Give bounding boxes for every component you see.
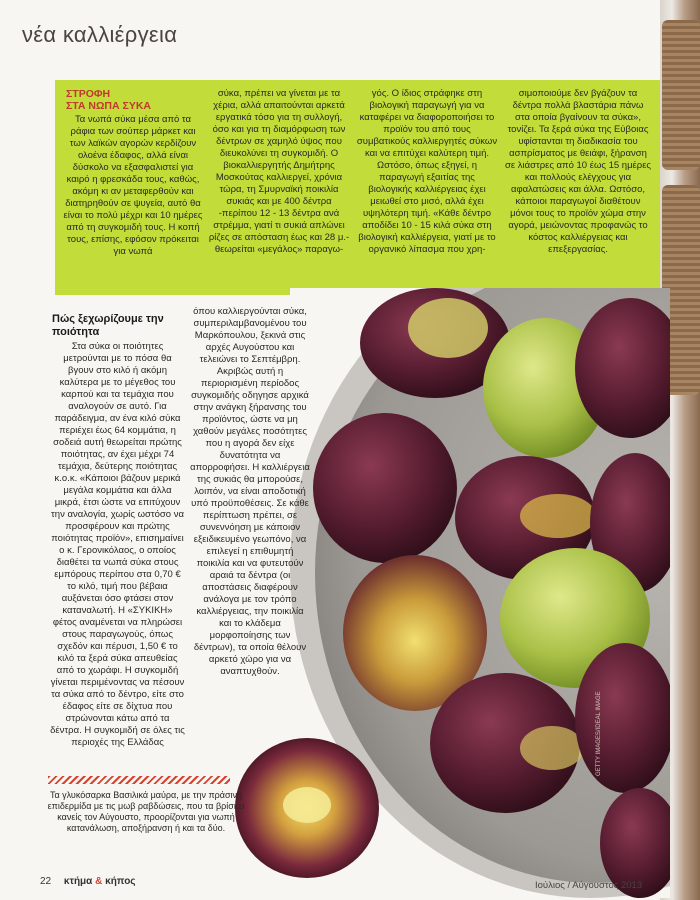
magazine-brand [64, 876, 136, 887]
halved-fig-illustration [232, 730, 382, 880]
issue-date: Ιούλιος / Αύγουστος 2013 [535, 880, 643, 891]
footer-left [40, 876, 136, 887]
box-heading-line1: ΣΤΡΟΦΗ [66, 88, 111, 100]
section-title: νέα καλλιέργεια [22, 22, 178, 47]
page-number: 22 [40, 876, 52, 887]
article-column-middle: όπου καλλιεργούνται σύκα, συμπεριλαμβανομένου του Μαρκόπουλου, ξεκινά στις αρχές Αυγούστου και τελειώνει το Σεπτέμβρη. Ακριβώς αυτή η περιορισμένη περίοδος συγκομιδής οδηγησε αρχικά στην ανάγκη ξήρανσης του προϊόντος, ώστε να μη χαθούν μεγάλες ποσότητες που η αγορά δεν είχε δυνατότητα να απορροφήσει. Η καλλιέργεια της συκιάς θα μπορούσε, λοιπόν, να είναι αποδοτική υπό προϋποθέσεις. Σε κάθε περίπτωση πρέπει, σε συνεννόηση με κάποιον εξειδικευμένο γεωπόνο, να επιλεγεί η επιθυμητή ποικιλία και να φυτευτούν αραιά τα δέντρα (οι αποστάσεις διαφέρουν ανάλογα με τον τρόπο καλλιέργειας, την ποικιλία και το κλάδεμα μορφοποίησης των δέντρων), τα οποία θέλουν αρκετό χώρο για να αναπτυχθούν. [190, 306, 310, 677]
box-column-3: γός. Ο ίδιος στράφηκε στη βιολογική παραγωγή για να καταφέρει να διαφοροποιήσει το προϊόν του από τους συμβατικούς καλλιεργητές σύκων και να επιτύχει καλύτερη τιμή. Ωστόσο, όπως εξηγεί, η παραγωγή εξαιτίας της βιολογικής καλλιέργειας έχει μειωθεί στο μισό, αλλά έχει υψηλότερη τιμή. «Κάθε δέντρο αποδίδει 10 - 15 κιλά σύκα στη βιολογική καλλιέργεια, γιατί με το οργανικό λίπασμα που χρη- [356, 88, 498, 255]
brand-word-2: κήπος [105, 876, 136, 887]
box-heading-line2: ΣΤΑ ΝΩΠΑ ΣΥΚΑ [66, 100, 151, 112]
photo-caption: Τα γλυκόσαρκα Βασιλικά μαύρα, με την πράσινη επιδερμίδα με τις μωβ ραβδώσεις, που τα βρίσκει κανείς τον Αύγουστο, προορίζονται για νωπή κατανάλωση, αποξήρανση ή και τα δύο. [47, 790, 245, 833]
facing-page-photo-top [662, 20, 700, 170]
article-column-left: Στα σύκα οι ποιότητες μετρούνται με το πόσα θα βγουν στο κιλό ή ακόμη καλύτερα με το μέγεθος του καρπού και τα τεμάχια που αναλογούν σε αυτό. Για παράδειγμα, αν ένα κιλό σύκα περιέχει έως 64 κομμάτια, η σοδειά αυτή θεωρείται πρώτης ποιότητας, αν έχει μέχρι 74 τεμάχια, δεύτερης ποιότητας κ.ο.κ. «Κάποιοι βάζουν μερικά μεγάλα κομμάτια και άλλα μικρά, έτσι ώστε να επιτύχουν την αναλογία, χωρίς ωστόσο να προσφέρουν και πρώτης ποιότητας προϊόν», επισημαίνει ο κ. Γερονικόλαος, ο οποίος διαθέτει τα νωπά σύκα στους εμπόρους περίπου στα 0,70 € το κιλό, τιμή που βέβαια αυξάνεται όσο φτάσει στον καταναλωτή. Η «ΣΥΚΙΚΗ» φέτος αναμένεται να πληρώσει στους παραγωγούς, όπως σχεδόν και πέρυσι, 1,50 € το κιλό τα ξερά σύκα απευθείας από το χωράφι. Η συγκομιδή γίνεται περιμένοντας να πέσουν τα σύκα από το δέντρο, είτε στο έδαφος είτε σε δίχτυα που στρώνονται κάτω από τα δέντρα. Η συγκομιδή σε όλες τις περιοχές της Ελλάδας [50, 341, 185, 748]
box-column-1 [62, 88, 204, 258]
box-heading [62, 88, 204, 112]
caption-divider [48, 776, 230, 784]
article-subheading: Πώς ξεχωρίζουμε την ποιότητα [52, 313, 164, 338]
brand-word-1: κτήμα [63, 876, 93, 887]
photo-credit: GETTY IMAGES/IDEAL IMAGE [596, 691, 602, 776]
box-column-4: σιμοποιούμε δεν βγάζουν τα δέντρα πολλά βλαστάρια πάνω στα οποία βγαίνουν τα σύκα», τονίζει. Τα ξερά σύκα της Εύβοιας υφίστανται τη διαδικασία του ασπρίσματος με θειάφι, ξήρανση σε λιάστρες από 10 έως 15 ημέρες και πολλούς ελέγχους για αφαλατώσεις και άλλα. Ωστόσο, κάποιοι παραγωγοί διαθέτουν μόνοι τους το προϊόν χώμα στην αγορά, μειώνοντας προφανώς το κόστος καλλιέργειας και επεξεργασίας. [504, 88, 652, 255]
brand-ampersand: & [95, 876, 103, 887]
box-column-1-text: Τα νωπά σύκα μέσα από τα ράφια των σούπερ μάρκετ και των λαϊκών αγορών κερδίζουν ολοένα έδαφος, αλλά είναι δύσκολο να εξασφαλιστεί για καιρό η φρεσκάδα τους, καθώς, ακόμη κι αν μεταφερθούν και διατηρηθούν σε ψυγεία, αυτό θα είναι το πολύ μέχρι και 10 ημέρες από τη συγκομιδή τους. Η κοπή τους, επίσης, εφόσον πρόκειται για νωπά [63, 114, 203, 257]
box-column-2: σύκα, πρέπει να γίνεται με τα χέρια, αλλά απαιτούνται αρκετά εργατικά τόσο για τη συλλογή, όσο και για τη διαμόρφωση των δέντρων σε χαμηλό ύψος που διευκολύνει τη συγκομιδή. Ο βιοκαλλιεργητής Δημήτρης Μοσκούτας καλλιεργεί, χρόνια τώρα, τη Σμυρναϊκή ποικιλία συκιάς και με 400 δέντρα -περίπου 12 - 13 δέντρα ανά στρέμμα, γιατί τι συκιά απλώνει ρίζες σε απόσταση έως και 28 μ.- θεωρείται «μεγάλος» παραγω- [208, 88, 350, 255]
